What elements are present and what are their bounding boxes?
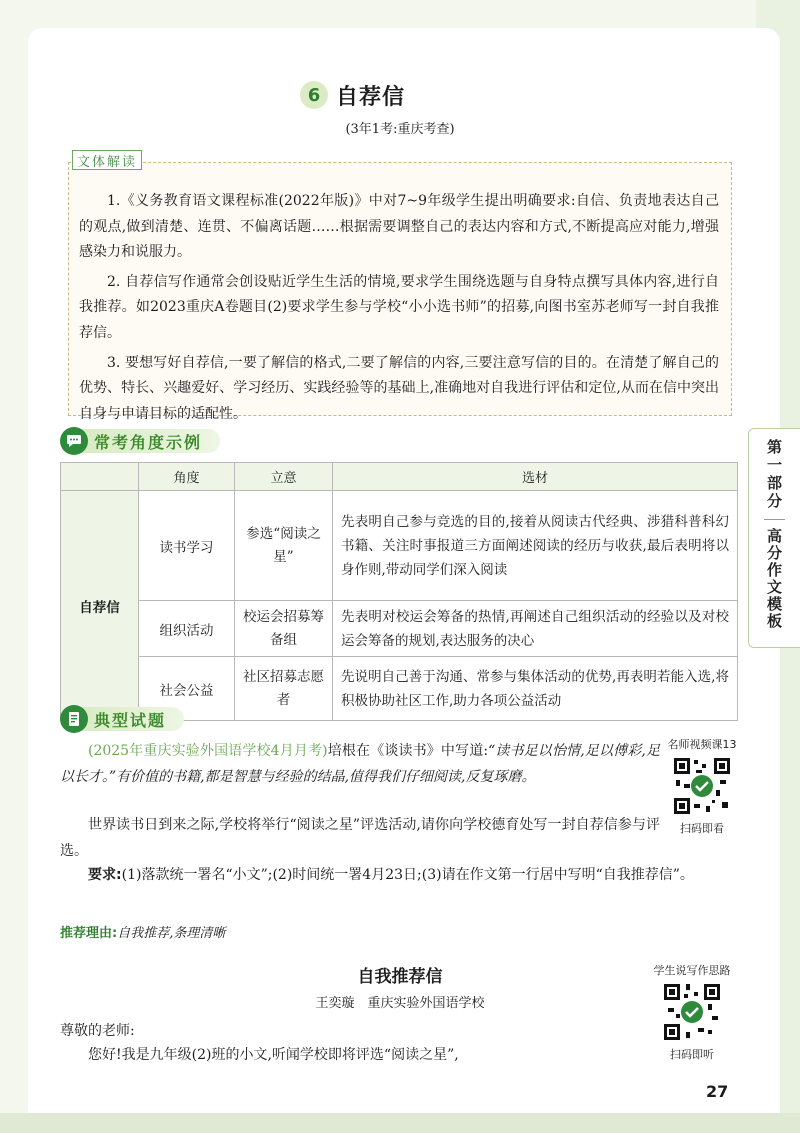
corner-cell (61, 463, 139, 491)
side-tab-part: 第一部分 (764, 429, 785, 520)
material-cell: 先表明自己参与竞选的目的,接着从阅读古代经典、涉猎科普科幻书籍、关注时事报道三方面阐述阅读的经历与收获,最后表明将以身作则,带动同学们深入阅读 (333, 491, 738, 601)
column-header: 选材 (333, 463, 738, 491)
exam-banner (60, 704, 184, 734)
qr-code-icon[interactable] (672, 756, 732, 816)
column-header: 角度 (139, 463, 235, 491)
exam-quote: “读书足以怡情,足以傅彩,足以长才。”有价值的书籍,都是智慧与经验的结晶,值得我们仔细阅读,反复琢磨。 (60, 743, 661, 785)
table-row (61, 601, 738, 657)
qr-top-label: 名师视频课13 (667, 738, 737, 751)
exam-title: 典型试题 (78, 707, 184, 731)
angles-table (60, 462, 738, 721)
section-side-tab[interactable] (748, 428, 800, 648)
exam-prompt (60, 738, 660, 790)
reason-text: 自我推荐,条理清晰 (117, 926, 226, 941)
row-label: 自荐信 (61, 491, 139, 721)
material-cell: 先表明对校运会筹备的热情,再阐述自己组织活动的经验以及对校运会筹备的规划,表达服务的决心 (333, 601, 738, 657)
idea-cell: 校运会招募筹备组 (235, 601, 333, 657)
section-number: 6 (300, 81, 328, 109)
material-cell: 先说明自己善于沟通、常参与集体活动的优势,再表明若能入选,将积极协助社区工作,助力各项公益活动 (333, 657, 738, 721)
idea-cell: 参选“阅读之星” (235, 491, 333, 601)
essay-salutation: 尊敬的老师: (60, 1023, 135, 1039)
angle-cell: 读书学习 (139, 491, 235, 601)
essay-author: 王奕璇 重庆实验外国语学校 (315, 996, 485, 1011)
chat-bubble-icon (60, 427, 88, 455)
qr-bottom-label: 扫码即听 (670, 1048, 714, 1061)
title-text: 自荐信 (336, 84, 406, 110)
reason-label: 推荐理由: (60, 926, 118, 941)
exam-frequency: (3年1考:重庆考查) (345, 122, 455, 137)
qr-top-label: 学生说写作思路 (653, 964, 731, 977)
document-icon (60, 705, 88, 733)
reading-paragraph: 3. 要想写好自荐信,一要了解信的格式,二要了解信的内容,三要注意写信的目的。在清楚了解自己的优势、特长、兴趣爱好、学习经历、实践经验等的基础上,准确地对自我进行评估和定位,从而在信中突出自身与申请目标的适配性。 (79, 354, 719, 422)
teacher-video-qr[interactable] (652, 736, 752, 836)
angles-title: 常考角度示例 (78, 429, 220, 453)
side-tab-name: 高分作文模板 (765, 528, 783, 630)
student-audio-qr[interactable] (642, 962, 742, 1062)
page-number: 27 (706, 1082, 729, 1101)
angle-cell: 组织活动 (139, 601, 235, 657)
qr-bottom-label: 扫码即看 (680, 822, 724, 835)
exam-source: (2025年重庆实验外国语学校4月月考) (88, 743, 328, 759)
page-title (300, 78, 405, 112)
column-header: 立意 (235, 463, 333, 491)
idea-cell: 社区招募志愿者 (235, 657, 333, 721)
table-row (61, 491, 738, 601)
exam-lead: 培根在《谈读书》中写道: (327, 743, 489, 759)
bottom-band (0, 1113, 800, 1133)
essay-first-line: 您好!我是九年级(2)班的小文,听闻学校即将评选“阅读之星”, (88, 1047, 459, 1063)
angles-banner (60, 426, 220, 456)
recommend-reason (60, 922, 225, 941)
exam-requirement (60, 862, 740, 888)
angle-cell: 社会公益 (139, 657, 235, 721)
reading-paragraph: 1.《义务教育语文课程标准(2022年版)》中对7~9年级学生提出明确要求:自信、负责地表达自己的观点,做到清楚、连贯、不偏离话题……根据需要调整自己的表达内容和方式,不断提高应对能力,增强感染力和说服力。 (79, 193, 719, 261)
qr-code-icon[interactable] (662, 982, 722, 1042)
reading-tag: 文体解读 (72, 150, 142, 170)
exam-task: 世界读书日到来之际,学校将举行“阅读之星”评选活动,请你向学校德育处写一封自荐信参与评选。 (60, 817, 660, 859)
table-header-row (61, 463, 738, 491)
reading-paragraph: 2. 自荐信写作通常会创设贴近学生生活的情境,要求学生围绕选题与自身特点撰写具体内容,进行自我推荐。如2023重庆A卷题目(2)要求学生参与学校“小小选书师”的招募,向图书室苏老师写一封自我推荐信。 (79, 273, 719, 341)
essay-title: 自我推荐信 (357, 967, 443, 987)
genre-reading-box (68, 162, 732, 422)
requirement-text: (1)落款统一署名“小文”;(2)时间统一署4月23日;(3)请在作文第一行居中写明“自我推荐信”。 (121, 867, 694, 883)
requirement-label: 要求: (88, 867, 122, 883)
